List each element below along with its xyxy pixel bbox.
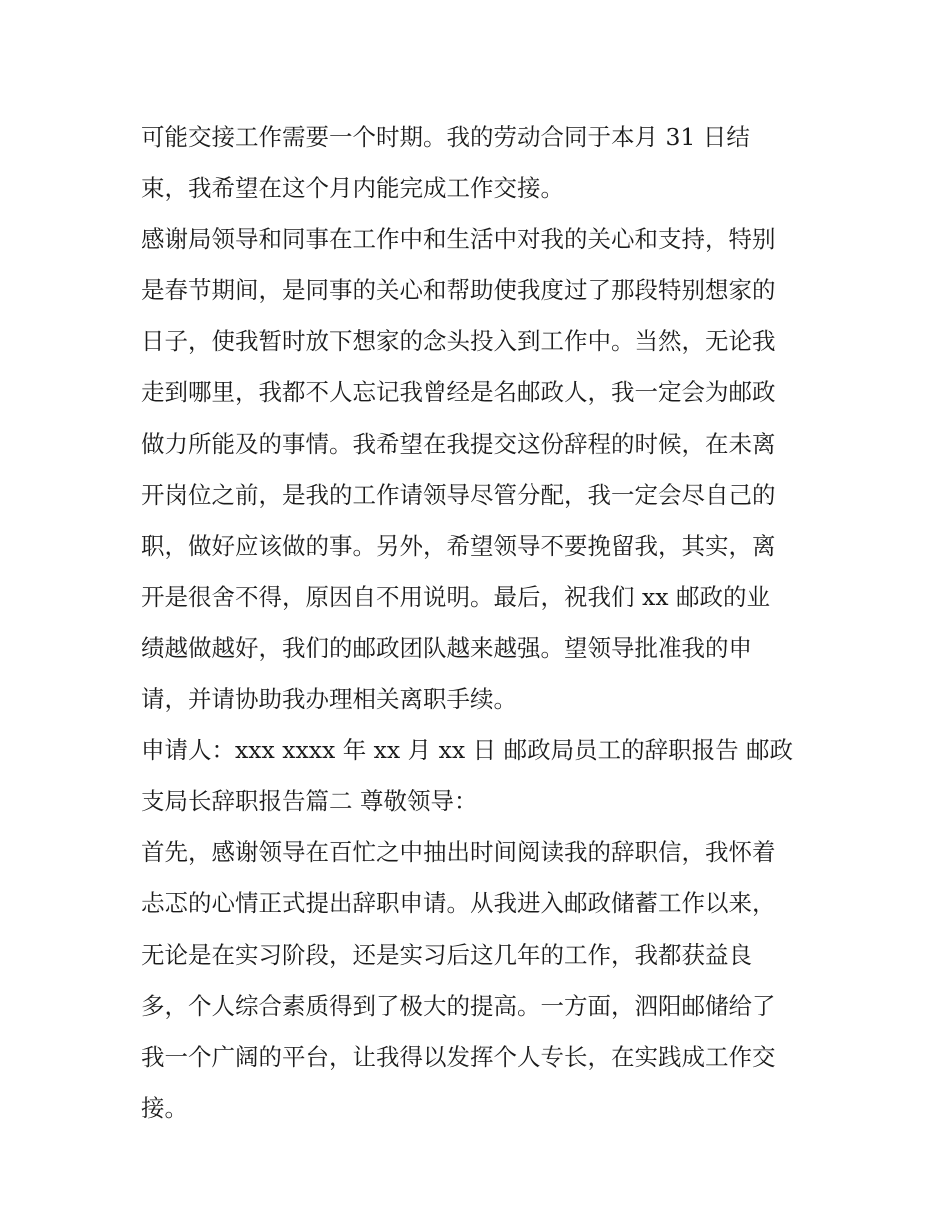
text-line: 开岗位之前，是我的工作请领导尽管分配，我一定会尽自己的	[141, 480, 776, 509]
text-line: 请，并请协助我办理相关离职手续。	[141, 685, 517, 714]
text-line: 做力所能及的事情。我希望在我提交这份辞程的时候，在未离	[141, 429, 776, 458]
text-line: 是春节期间，是同事的关心和帮助使我度过了那段特别想家的	[141, 276, 776, 305]
text-line: 无论是在实习阶段，还是实习后这几年的工作，我都获益良	[141, 940, 752, 969]
text-line: 接。	[141, 1093, 188, 1122]
text-line: 感谢局领导和同事在工作中和生活中对我的关心和支持，特别	[141, 225, 776, 254]
text-line: 首先，感谢领导在百忙之中抽出时间阅读我的辞职信，我怀着	[141, 838, 776, 867]
text-line: 多，个人综合素质得到了极大的提高。一方面，泗阳邮储给了	[141, 991, 776, 1020]
text-line: 束，我希望在这个月内能完成工作交接。	[141, 174, 564, 203]
body-text	[141, 112, 821, 1134]
text-line: 可能交接工作需要一个时期。我的劳动合同于本月 31 日结	[141, 123, 750, 151]
text-line: 绩越做越好，我们的邮政团队越来越强。望领导批准我的申	[141, 633, 752, 662]
text-line: 职，做好应该做的事。另外，希望领导不要挽留我，其实，离	[141, 531, 776, 560]
text-line: 支局长辞职报告篇二 尊敬领导：	[141, 787, 478, 816]
text-line: 开是很舍不得，原因自不用说明。最后，祝我们 xx 邮政的业	[141, 582, 770, 611]
text-line: 日子，使我暂时放下想家的念头投入到工作中。当然，无论我	[141, 327, 776, 356]
text-line: 忐忑的心情正式提出辞职申请。从我进入邮政储蓄工作以来，	[141, 889, 776, 918]
text-line: 我一个广阔的平台，让我得以发挥个人专长，在实践成工作交	[141, 1042, 776, 1071]
text-line: 申请人：xxx xxxx 年 xx 月 xx 日 邮政局员工的辞职报告 邮政	[141, 736, 794, 765]
text-line: 走到哪里，我都不人忘记我曾经是名邮政人，我一定会为邮政	[141, 378, 776, 407]
